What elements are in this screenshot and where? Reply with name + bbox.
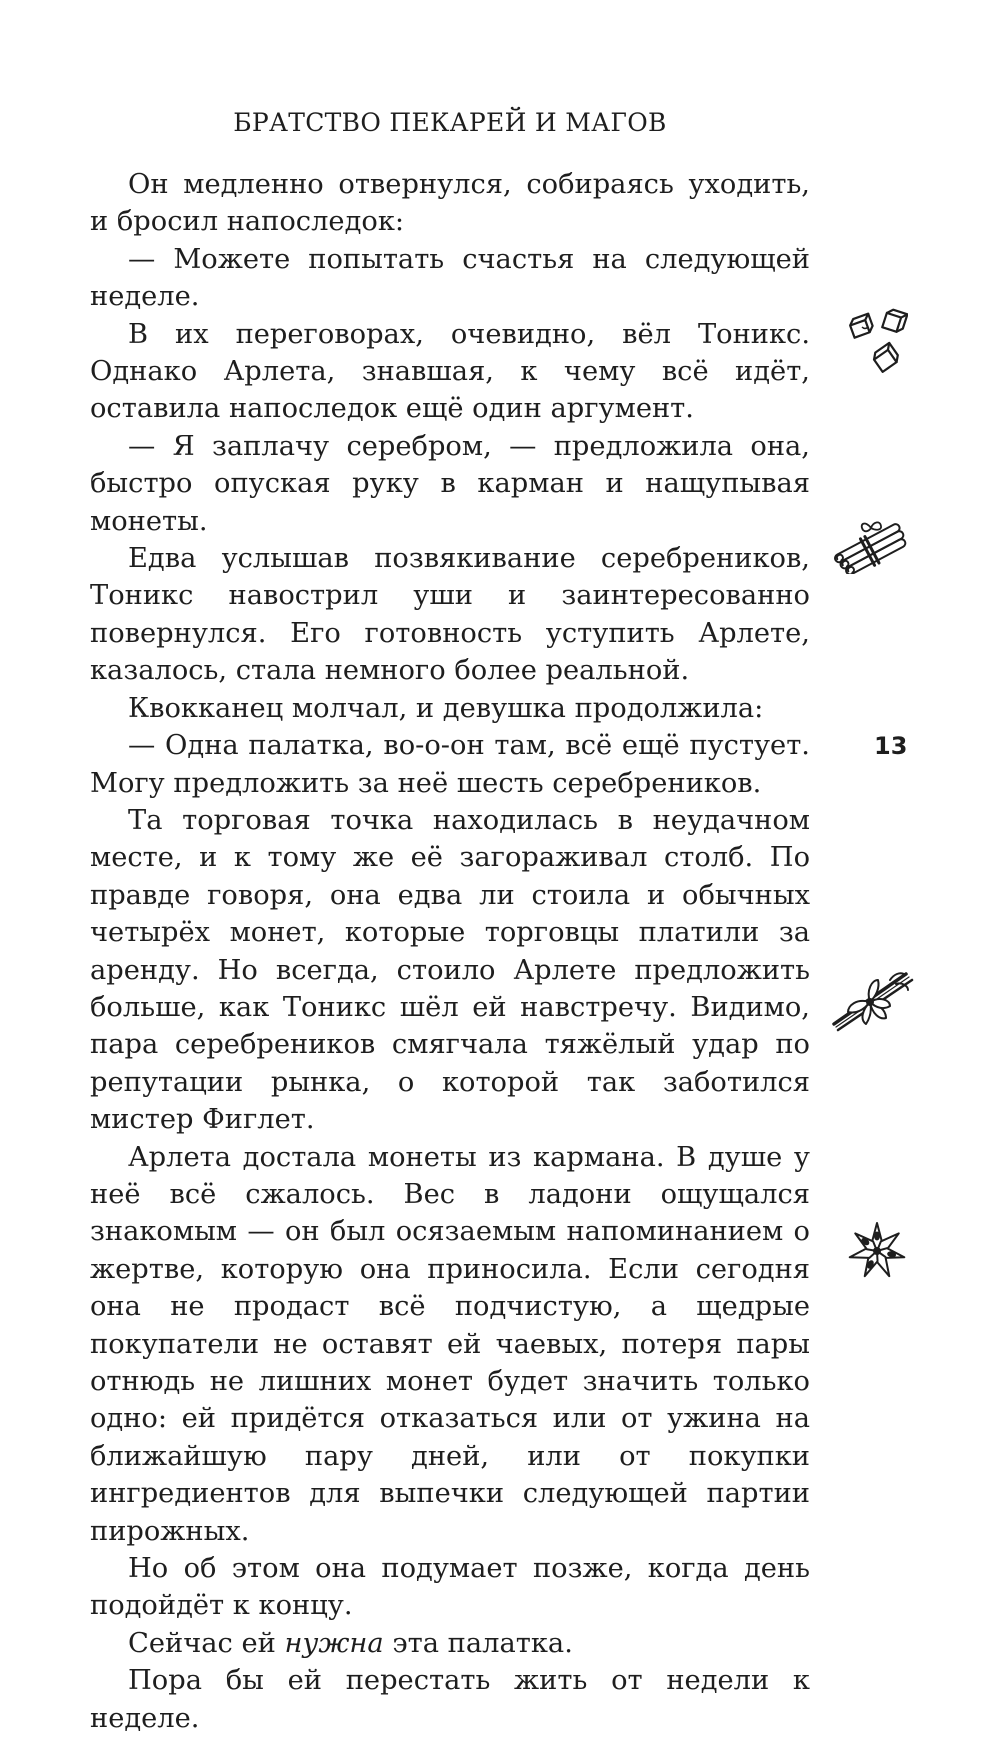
vanilla-flower-icon — [830, 966, 916, 1040]
cinnamon-sticks-icon — [830, 518, 912, 574]
page-number: 13 — [874, 732, 908, 760]
paragraph: Арлета достала монеты из кармана. В душе у неё всё сжалось. Вес в ладони ощущался знакомым — он был осязаемым напоминанием о жертве, которую она приносила. Если сегодня она не продаст всё подчистую, а щедрые покупатели не оставят ей чаевых, потеря пары отнюдь не лишних монет будет значить только одно: ей придётся отказаться или от ужина на ближайшую пару дней, или от покупки ингредиентов для выпечки следующей партии пирожных. — [90, 1141, 810, 1547]
paragraph: — Одна палатка, во-о-он там, всё ещё пустует. Могу предложить за неё шесть серебреников. — [90, 730, 810, 799]
paragraph: Пора бы ей перестать жить от недели к неделе. — [90, 1665, 810, 1734]
paragraph: Едва услышав позвякивание серебреников, Тоникс навострил уши и заинтересованно повернулся. Его готовность уступить Арлете, казалось, стала немного более реальной. — [90, 543, 810, 687]
sugar-cubes-icon — [848, 303, 908, 383]
star-anise-icon — [846, 1218, 908, 1284]
paragraph: — Я заплачу серебром, — предложила она, быстро опуская руку в карман и нащупывая монеты. — [90, 430, 810, 537]
paragraph: В их переговорах, очевидно, вёл Тоникс. Однако Арлета, знавшая, к чему всё идёт, оставила напоследок ещё один аргумент. — [90, 318, 810, 425]
paragraph: Та торговая точка находилась в неудачном месте, и к тому же её загораживал столб. По правде говоря, она едва ли стоила и обычных четырёх монет, которые торговцы платили за аренду. Но всегда, стоило Арлете предложить больше, как Тоникс шёл ей навстречу. Видимо, пара серебреников смягчала тяжёлый удар по репутации рынка, о которой так заботился мистер Фиглет. — [90, 804, 810, 1136]
paragraph: — Можете попытать счастья на следующей неделе. — [90, 243, 810, 313]
paragraph — [90, 1625, 810, 1662]
emphasized-word: нужна — [284, 1627, 384, 1659]
body-text — [90, 166, 810, 1737]
paragraph: Квокканец молчал, и девушка продолжила: — [128, 692, 764, 724]
paragraph-text: Сейчас ей — [128, 1627, 285, 1659]
paragraph: Но об этом она подумает позже, когда день подойдёт к концу. — [90, 1553, 810, 1622]
paragraph-text: эта палатка. — [383, 1627, 573, 1659]
running-header: БРАТСТВО ПЕКАРЕЙ И МАГОВ — [233, 108, 667, 137]
paragraph: Он медленно отвернулся, собираясь уходить, и бросил напоследок: — [90, 169, 810, 238]
